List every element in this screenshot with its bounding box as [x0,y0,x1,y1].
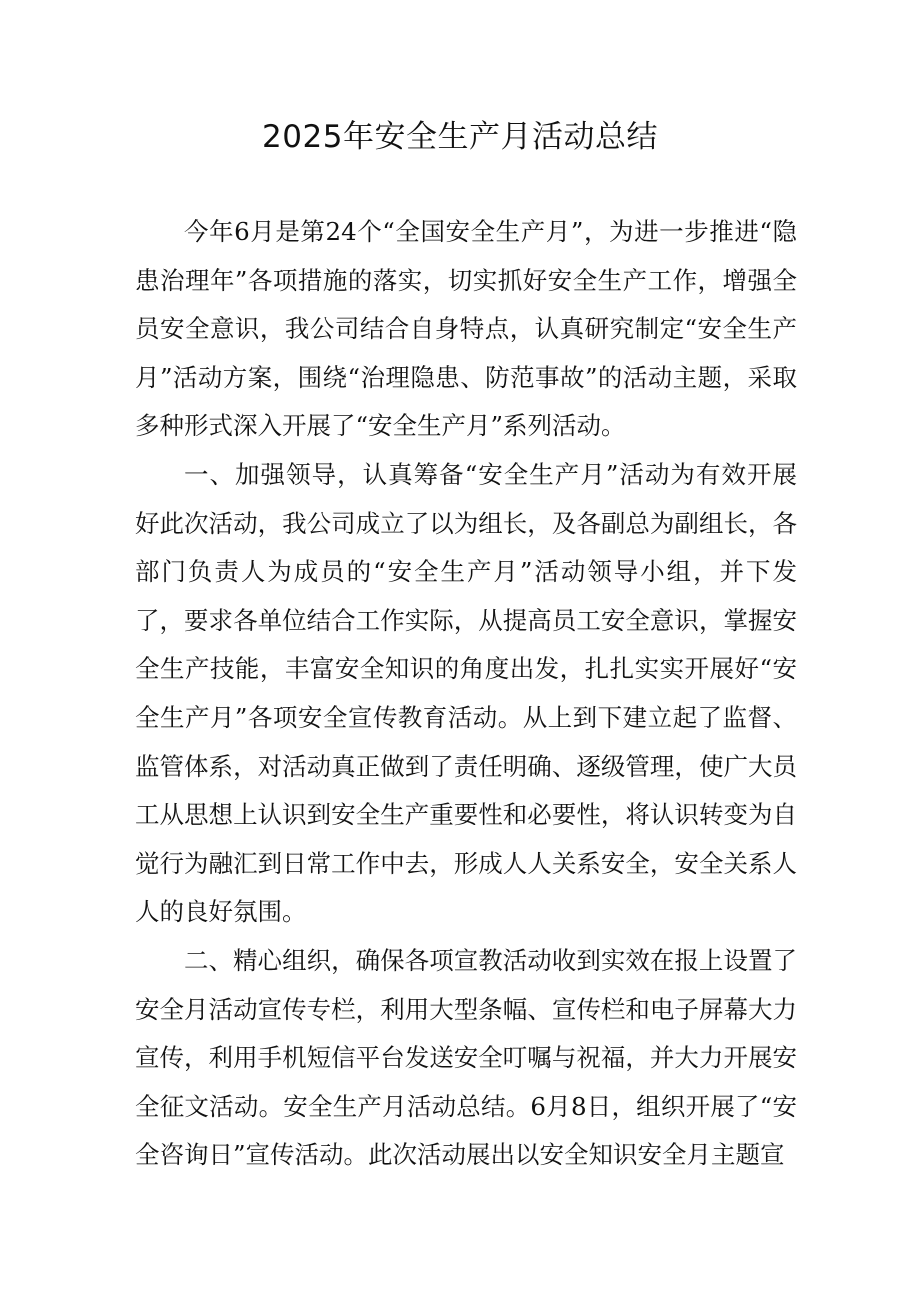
document-title: 2025年安全生产月活动总结 [262,119,658,155]
paragraph-section-one: 一、加强领导，认真筹备“安全生产月”活动为有效开展好此次活动，我公司成立了以为组长，及各副总为副组长，各部门负责人为成员的“安全生产月”活动领导小组，并下发了，要求各单位结合工作实际，从提高员工安全意识，掌握安全生产技能，丰富安全知识的角度出发，扎扎实实开展好“安全生产月”各项安全宣传教育活动。从上到下建立起了监督、监管体系，对活动真正做到了责任明确、逐级管理，使广大员工从思想上认识到安全生产重要性和必要性，将认识转变为自觉行为融汇到日常工作中去，形成人人关系安全，安全关系人人的良好氛围。 [135,459,797,927]
document-body [135,208,797,1180]
paragraph-intro: 今年6月是第24个“全国安全生产月”，为进一步推进“隐患治理年”各项措施的落实，切实抓好安全生产工作，增强全员安全意识，我公司结合自身特点，认真研究制定“安全生产月”活动方案，围绕“治理隐患、防范事故”的活动主题，采取多种形式深入开展了“安全生产月”系列活动。 [135,217,797,441]
paragraph-section-two: 二、精心组织，确保各项宣教活动收到实效在报上设置了安全月活动宣传专栏，利用大型条幅、宣传栏和电子屏幕大力宣传，利用手机短信平台发送安全叮嘱与祝福，并大力开展安全征文活动。安全生产月活动总结。6月8日，组织开展了“安全咨询日”宣传活动。此次活动展出以安全知识安全月主题宣 [135,945,797,1170]
